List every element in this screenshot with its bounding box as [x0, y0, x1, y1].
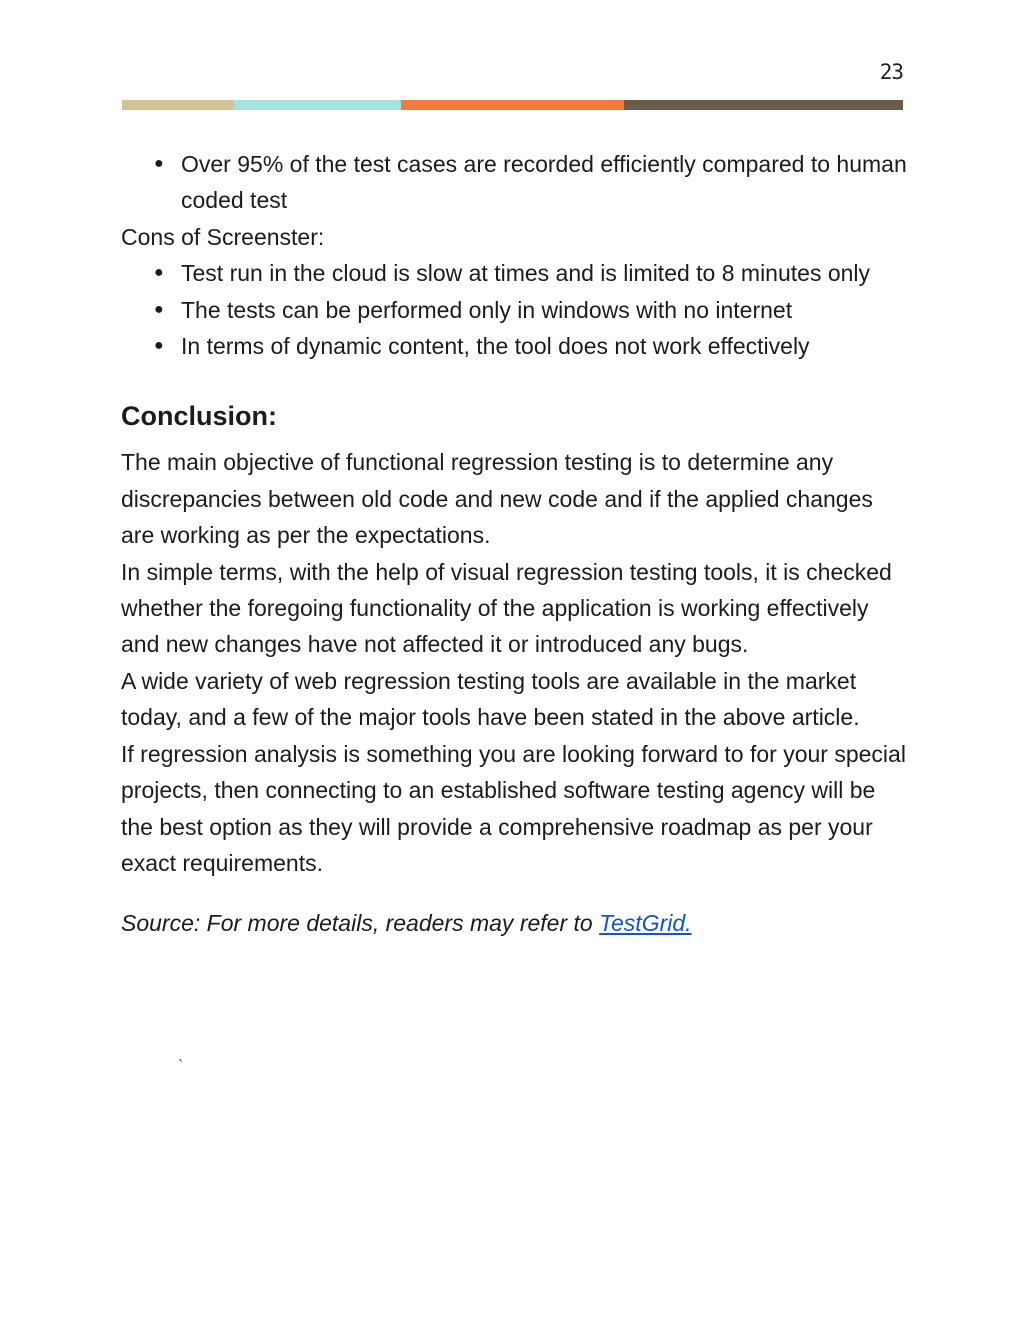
conclusion-paragraph: In simple terms, with the help of visual regression testing tools, it is checked whether the foregoing functionality of the application is working effectively and new changes have not affected it or introduced any bugs.	[121, 558, 892, 658]
pros-list	[121, 146, 911, 219]
cons-label: Cons of Screenster:	[121, 223, 325, 250]
document-body	[121, 146, 911, 942]
source-line	[121, 905, 911, 941]
color-bar-segment	[401, 100, 624, 110]
color-bar-segment	[234, 100, 401, 110]
conclusion-paragraph: If regression analysis is something you are looking forward to for your special projects, then connecting to an established software testing agency will be the best option as they will provide a comprehensive roadmap as per your exact requirements.	[121, 740, 906, 876]
list-item-text: Over 95% of the test cases are recorded efficiently compared to human coded test	[181, 151, 907, 214]
list-item-text: In terms of dynamic content, the tool does not work effectively	[181, 333, 810, 360]
page-number: 23	[879, 60, 903, 84]
list-item	[121, 328, 911, 364]
conclusion-paragraph: The main objective of functional regression testing is to determine any discrepancies between old code and new code and if the applied changes are working as per the expectations.	[121, 449, 873, 549]
list-item	[121, 255, 911, 291]
source-prefix: Source: For more details, readers may refer to	[121, 910, 600, 937]
list-item	[121, 292, 911, 328]
testgrid-link[interactable]: TestGrid.	[599, 910, 692, 937]
list-item-text: The tests can be performed only in windows with no internet	[181, 296, 793, 323]
bullet-icon: ●	[154, 337, 164, 355]
conclusion-heading: Conclusion:	[121, 401, 277, 432]
cons-list	[121, 255, 911, 364]
list-item	[121, 146, 911, 219]
color-bar-segment	[624, 100, 903, 110]
header-color-bar	[122, 100, 903, 110]
color-bar-segment	[122, 100, 234, 110]
bullet-icon: ●	[154, 264, 164, 282]
stray-mark: `	[178, 1058, 184, 1075]
conclusion-paragraph: A wide variety of web regression testing tools are available in the market today, and a few of the major tools have been stated in the above article.	[121, 667, 860, 731]
bullet-icon: ●	[154, 155, 164, 172]
bullet-icon: ●	[154, 300, 164, 318]
list-item-text: Test run in the cloud is slow at times and is limited to 8 minutes only	[181, 260, 871, 287]
